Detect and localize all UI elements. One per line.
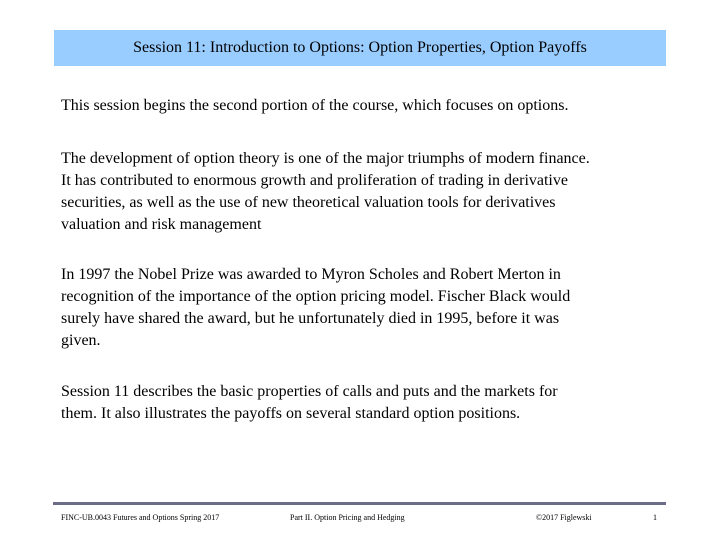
text-line: them. It also illustrates the payoffs on several standard option positions. — [61, 405, 521, 422]
paragraph-2 — [61, 148, 701, 236]
paragraph-4 — [61, 381, 701, 425]
footer-part: Part II. Option Pricing and Hedging — [290, 513, 405, 522]
text-line: valuation and risk management — [61, 216, 262, 233]
text-line: The development of option theory is one of the major triumphs of modern finance. — [61, 150, 590, 167]
text-line: recognition of the importance of the option pricing model. Fischer Black would — [61, 288, 571, 305]
page-number: 1 — [653, 513, 657, 522]
footer-course: FINC-UB.0043 Futures and Options Spring 2017 — [61, 513, 220, 522]
text-line: It has contributed to enormous growth and proliferation of trading in derivative — [61, 172, 568, 189]
footer-copyright: ©2017 Figlewski — [536, 513, 592, 522]
text-line: given. — [61, 332, 101, 349]
slide-title-banner — [54, 30, 666, 66]
slide-title: Session 11: Introduction to Options: Option Properties, Option Payoffs — [133, 39, 587, 56]
text-line: Session 11 describes the basic properties of calls and puts and the markets for — [61, 383, 558, 400]
text-line: In 1997 the Nobel Prize was awarded to Myron Scholes and Robert Merton in — [61, 266, 561, 283]
footer-divider — [53, 502, 666, 505]
paragraph-3 — [61, 264, 701, 352]
text-line: securities, as well as the use of new theoretical valuation tools for derivatives — [61, 194, 556, 211]
paragraph-1 — [61, 95, 701, 117]
text-line: surely have shared the award, but he unfortunately died in 1995, before it was — [61, 310, 560, 327]
text-line: This session begins the second portion of the course, which focuses on options. — [61, 97, 569, 114]
